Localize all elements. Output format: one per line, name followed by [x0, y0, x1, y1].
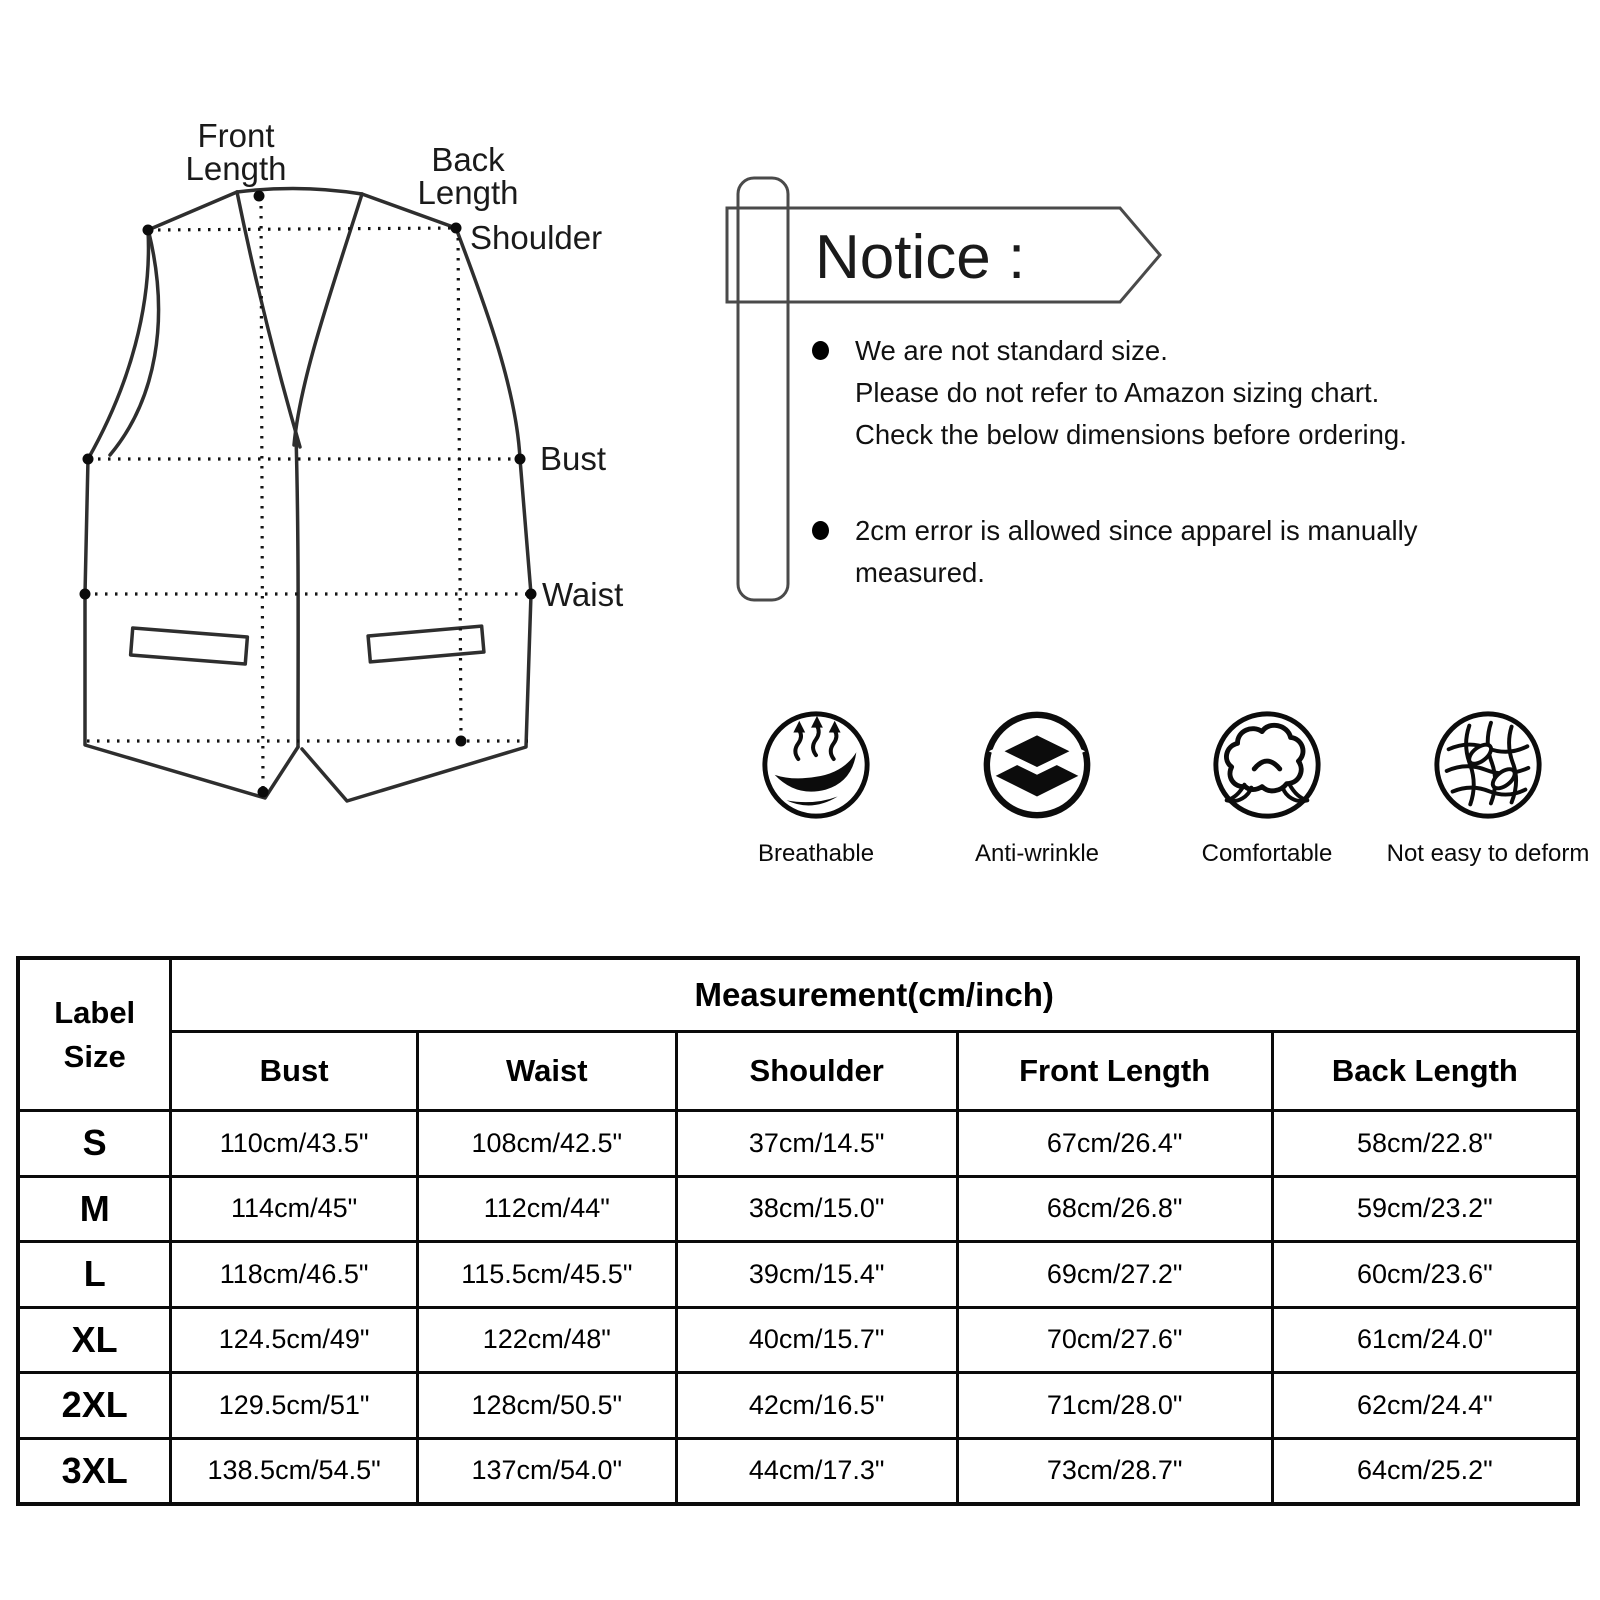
notice-line: 2cm error is allowed since apparel is manually	[855, 515, 1418, 546]
front-length-cell: 70cm/27.6"	[957, 1307, 1272, 1373]
bust-cell: 138.5cm/54.5"	[171, 1438, 417, 1504]
bust-cell: 129.5cm/51"	[171, 1373, 417, 1439]
back-length-cell: 62cm/24.4"	[1272, 1373, 1578, 1439]
waist-cell: 108cm/42.5"	[417, 1111, 676, 1177]
back-length-cell: 60cm/23.6"	[1272, 1242, 1578, 1308]
feature-label: Anti-wrinkle	[974, 840, 1100, 867]
size-cell: S	[18, 1111, 171, 1177]
label-size-line2: Size	[63, 1038, 126, 1074]
notice-list	[812, 330, 1532, 594]
waist-cell: 122cm/48"	[417, 1307, 676, 1373]
comfortable-icon	[1208, 706, 1326, 824]
size-cell: XL	[18, 1307, 171, 1373]
shoulder-cell: 38cm/15.0"	[676, 1176, 957, 1242]
table-row-s	[18, 1111, 1578, 1177]
notice-bullet-1	[812, 330, 1532, 456]
table-row-3xl	[18, 1438, 1578, 1504]
breathable-icon	[757, 706, 875, 824]
bust-cell: 114cm/45"	[171, 1176, 417, 1242]
size-table-section	[16, 956, 1580, 1506]
column-header-back-length: Back Length	[1272, 1032, 1578, 1111]
feature-anti-wrinkle	[925, 706, 1149, 868]
back-length-cell: 59cm/23.2"	[1272, 1176, 1578, 1242]
back-length-cell: 64cm/25.2"	[1272, 1438, 1578, 1504]
bullet-dot-icon	[812, 341, 829, 360]
measurement-dashed-lines	[85, 196, 531, 792]
column-header-shoulder: Shoulder	[676, 1032, 957, 1111]
feature-label: Not easy to deform	[1386, 840, 1590, 867]
sign-pole	[738, 178, 788, 600]
notice-title: Notice :	[815, 223, 1026, 292]
table-row-xl	[18, 1307, 1578, 1373]
notice-bullet-2	[812, 510, 1532, 594]
notice-line: Please do not refer to Amazon sizing chart.	[855, 377, 1380, 408]
back-length-label-line2: Length	[417, 174, 519, 211]
front-length-cell: 69cm/27.2"	[957, 1242, 1272, 1308]
notice-line: Check the below dimensions before ordering.	[855, 419, 1407, 450]
column-header-front-length: Front Length	[957, 1032, 1272, 1111]
bust-cell: 110cm/43.5"	[171, 1111, 417, 1177]
front-length-cell: 68cm/26.8"	[957, 1176, 1272, 1242]
bust-label: Bust	[540, 440, 607, 477]
shoulder-cell: 39cm/15.4"	[676, 1242, 957, 1308]
label-size-header	[18, 958, 171, 1111]
not-easy-to-deform-icon	[1429, 706, 1547, 824]
bullet-dot-icon	[812, 521, 829, 540]
feature-label: Breathable	[757, 840, 875, 867]
feature-comfortable	[1155, 706, 1379, 868]
vest-outline	[85, 188, 531, 801]
shoulder-cell: 44cm/17.3"	[676, 1438, 957, 1504]
label-size-line1: Label	[54, 994, 136, 1030]
notice-line: We are not standard size.	[855, 335, 1168, 366]
column-header-bust: Bust	[171, 1032, 417, 1111]
waist-cell: 128cm/50.5"	[417, 1373, 676, 1439]
shoulder-cell: 37cm/14.5"	[676, 1111, 957, 1177]
waist-cell: 115.5cm/45.5"	[417, 1242, 676, 1308]
front-length-cell: 71cm/28.0"	[957, 1373, 1272, 1439]
feature-not-easy-to-deform	[1376, 706, 1600, 868]
table-row-2xl	[18, 1373, 1578, 1439]
measurement-group-header: Measurement(cm/inch)	[171, 958, 1578, 1032]
anti-wrinkle-icon	[978, 706, 1096, 824]
shoulder-label: Shoulder	[470, 219, 603, 256]
size-table	[16, 956, 1580, 1506]
notice-line: measured.	[855, 557, 985, 588]
size-cell: L	[18, 1242, 171, 1308]
vest-pockets	[131, 626, 484, 664]
shoulder-cell: 40cm/15.7"	[676, 1307, 957, 1373]
back-length-cell: 61cm/24.0"	[1272, 1307, 1578, 1373]
back-length-label-line1: Back	[431, 141, 505, 178]
front-length-cell: 67cm/26.4"	[957, 1111, 1272, 1177]
table-row-l	[18, 1242, 1578, 1308]
vest-measurement-diagram	[30, 85, 630, 815]
waist-cell: 112cm/44"	[417, 1176, 676, 1242]
size-table-body	[18, 1111, 1578, 1504]
size-cell: M	[18, 1176, 171, 1242]
size-cell: 3XL	[18, 1438, 171, 1504]
front-length-label-line2: Length	[185, 150, 287, 187]
feature-breathable	[704, 706, 928, 868]
back-length-cell: 58cm/22.8"	[1272, 1111, 1578, 1177]
bust-cell: 124.5cm/49"	[171, 1307, 417, 1373]
column-header-waist: Waist	[417, 1032, 676, 1111]
table-row-m	[18, 1176, 1578, 1242]
waist-cell: 137cm/54.0"	[417, 1438, 676, 1504]
bust-cell: 118cm/46.5"	[171, 1242, 417, 1308]
size-cell: 2XL	[18, 1373, 171, 1439]
front-length-cell: 73cm/28.7"	[957, 1438, 1272, 1504]
front-length-label-line1: Front	[197, 117, 275, 154]
shoulder-cell: 42cm/16.5"	[676, 1373, 957, 1439]
feature-label: Comfortable	[1201, 840, 1333, 867]
waist-label: Waist	[542, 576, 624, 613]
